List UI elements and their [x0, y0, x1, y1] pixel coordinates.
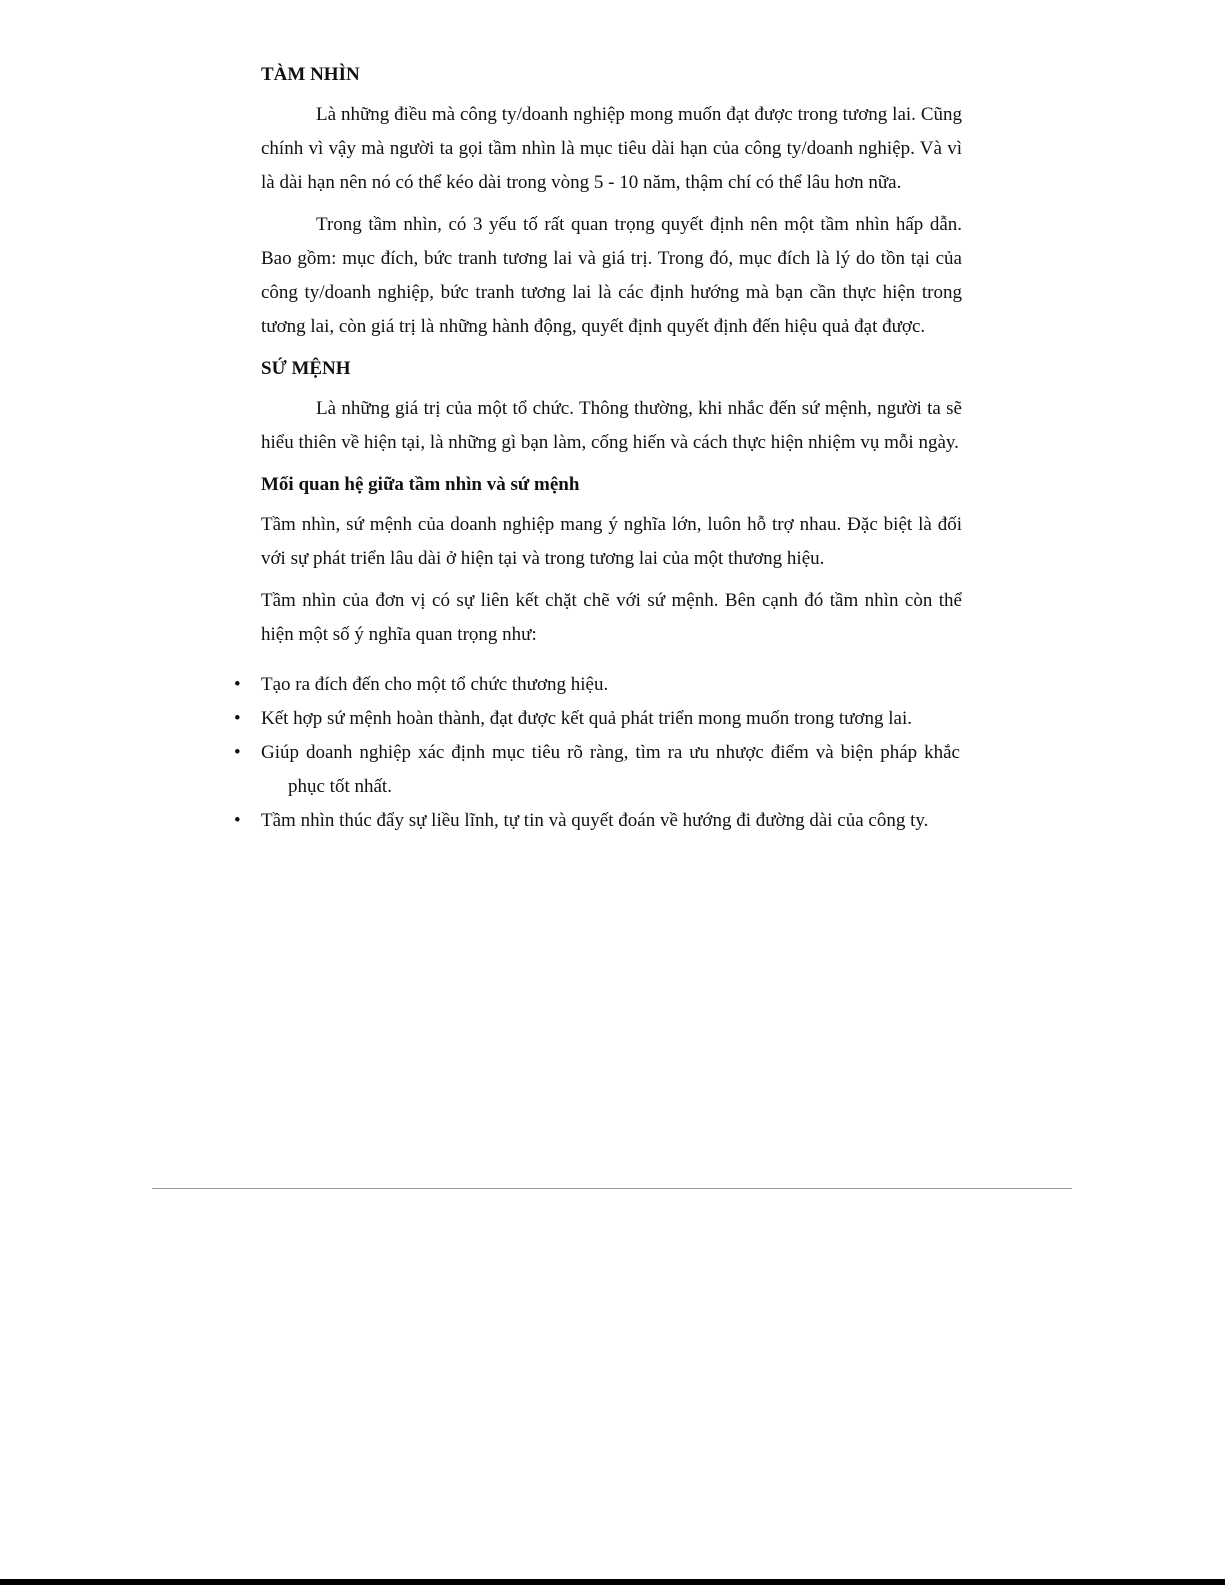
bottom-edge-bar: [0, 1579, 1225, 1585]
bullet-list: [234, 668, 962, 838]
paragraph: Trong tầm nhìn, có 3 yếu tố rất quan trọng quyết định nên một tầm nhìn hấp dẫn. Bao gồm: mục đích, bức tranh tương lai và giá trị. Trong đó, mục đích là lý do tồn tại của công ty/doanh nghiệp, bức tranh tương lai là các định hướng mà bạn cần thực hiện trong tương lai, còn giá trị là những hành động, quyết định quyết định đến hiệu quả đạt được.: [261, 214, 962, 337]
list-item: • Kết hợp sứ mệnh hoàn thành, đạt được kết quả phát triển mong muốn trong tương lai.: [234, 708, 912, 729]
document-page: [234, 58, 962, 838]
list-item-text: Giúp doanh nghiệp xác định mục tiêu rõ ràng, tìm ra ưu nhược điểm và biện pháp khắc phục tốt nhất.: [261, 742, 960, 797]
paragraph: Tầm nhìn của đơn vị có sự liên kết chặt chẽ với sứ mệnh. Bên cạnh đó tầm nhìn còn thể hiện một số ý nghĩa quan trọng như:: [261, 590, 962, 645]
section-heading-vision: TÀM NHÌN: [261, 64, 360, 85]
section-heading-mission: SỨ MỆNH: [261, 358, 351, 379]
paragraph: Là những điều mà công ty/doanh nghiệp mong muốn đạt được trong tương lai. Cũng chính vì vậy mà người ta gọi tầm nhìn là mục tiêu dài hạn của công ty/doanh nghiệp. Và vì là dài hạn nên nó có thể kéo dài trong vòng 5 - 10 năm, thậm chí có thể lâu hơn nữa.: [261, 104, 962, 193]
page-divider: [152, 1188, 1072, 1189]
section-subheading-relation: Mối quan hệ giữa tầm nhìn và sứ mệnh: [261, 474, 580, 495]
list-item: • Tạo ra đích đến cho một tổ chức thương hiệu.: [234, 674, 609, 695]
list-item-text: Tạo ra đích đến cho một tổ chức thương hiệu.: [261, 674, 609, 695]
paragraph: Tầm nhìn, sứ mệnh của doanh nghiệp mang ý nghĩa lớn, luôn hỗ trợ nhau. Đặc biệt là đối với sự phát triển lâu dài ở hiện tại và trong tương lai của một thương hiệu.: [261, 514, 962, 569]
list-item: • Giúp doanh nghiệp xác định mục tiêu rõ ràng, tìm ra ưu nhược điểm và biện pháp khắc phục tốt nhất.: [234, 742, 960, 797]
list-item-text: Tầm nhìn thúc đẩy sự liều lĩnh, tự tin và quyết đoán về hướng đi đường dài của công ty.: [261, 810, 929, 831]
list-item-text: Kết hợp sứ mệnh hoàn thành, đạt được kết quả phát triển mong muốn trong tương lai.: [261, 708, 912, 729]
list-item: • Tầm nhìn thúc đẩy sự liều lĩnh, tự tin và quyết đoán về hướng đi đường dài của công ty.: [234, 810, 929, 831]
paragraph: Là những giá trị của một tổ chức. Thông thường, khi nhắc đến sứ mệnh, người ta sẽ hiểu thiên về hiện tại, là những gì bạn làm, cống hiến và cách thực hiện nhiệm vụ mỗi ngày.: [261, 398, 962, 453]
